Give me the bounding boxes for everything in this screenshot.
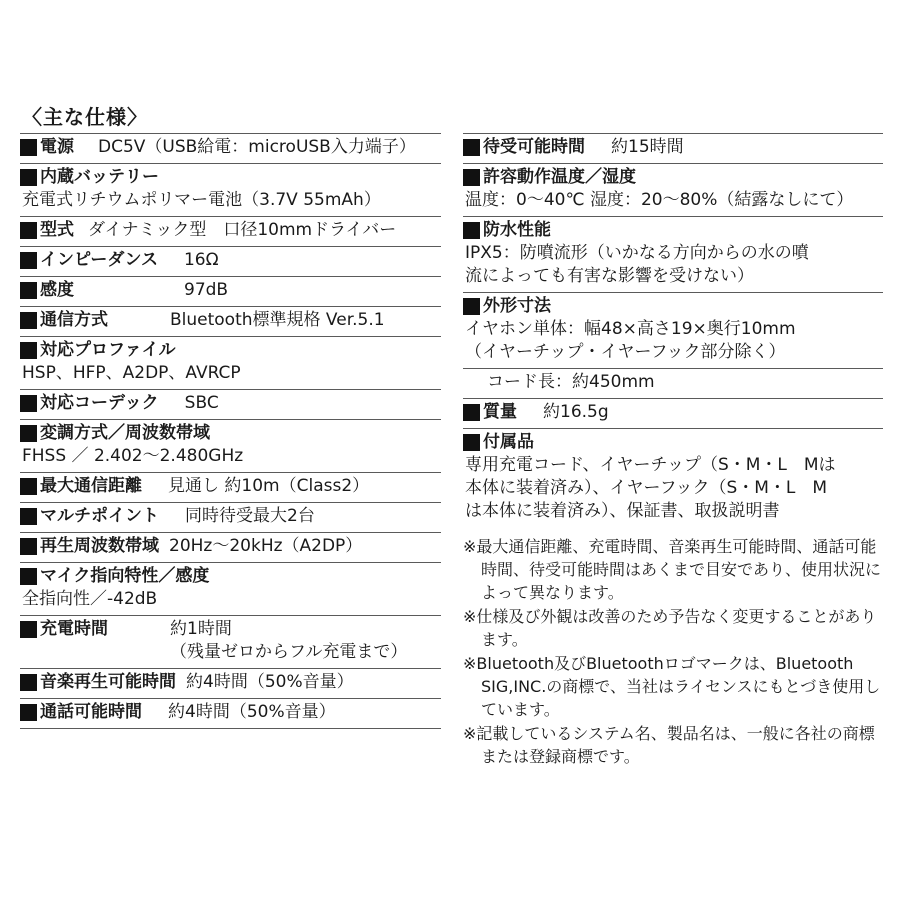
spec-row-header [463,295,883,318]
footnotes [463,535,883,768]
footnote: ※最大通信距離、充電時間、音楽再生可能時間、通話可能時間、待受可能時間はあくまで目安であり、使用状況によって異なります。 [463,537,882,602]
spec-row-header [20,279,441,302]
spec-row-header [463,401,883,424]
square-bullet-icon [20,478,37,495]
spec-value: Bluetooth標準規格 Ver.5.1 [170,310,385,330]
footnote: ※記載しているシステム名、製品名は、一般に各社の商標または登録商標です。 [463,724,875,766]
square-bullet-icon [463,404,480,421]
spec-detail: 専用充電コード、イヤーチップ（S・M・L Mは [465,455,836,475]
spec-detail: 流によっても有害な影響を受けない） [465,266,754,286]
square-bullet-icon [20,282,37,299]
spec-row [20,247,441,277]
square-bullet-icon [20,621,37,638]
spec-row [20,337,441,390]
spec-value: 16Ω [183,250,219,270]
spec-row [20,420,441,473]
spec-row [463,164,883,217]
spec-row [20,217,441,247]
spec-value: DC5V（USB給電：microUSB入力端子） [98,137,416,157]
spec-value: 見通し 約10m（Class2） [168,476,370,496]
spec-row-header [20,339,441,362]
spec-row-header [20,505,441,528]
spec-row-header [20,565,441,588]
spec-detail: （残量ゼロからフル充電まで） [170,642,408,662]
spec-label: 最大通信距離 [40,476,142,496]
square-bullet-icon [20,222,37,239]
spec-value: 約15時間 [611,137,684,157]
spec-row [20,277,441,307]
square-bullet-icon [20,704,37,721]
spec-row [463,133,883,164]
spec-row [463,293,883,369]
spec-row-header [20,671,441,694]
spec-row-header [20,535,441,558]
spec-row-header [20,219,441,242]
spec-row [463,217,883,293]
square-bullet-icon [20,252,37,269]
square-bullet-icon [20,425,37,442]
spec-subrow [463,369,883,399]
spec-value: 約1時間 [170,619,232,639]
spec-label: 充電時間 [40,619,108,639]
square-bullet-icon [20,312,37,329]
spec-label: 電源 [40,137,74,157]
square-bullet-icon [20,342,37,359]
spec-label: 変調方式／周波数帯域 [40,423,210,443]
spec-row-header [20,249,441,272]
square-bullet-icon [20,395,37,412]
spec-label: 許容動作温度／湿度 [483,167,636,187]
spec-detail: 充電式リチウムポリマー電池（3.7V 55mAh） [22,190,381,210]
spec-column-left [20,133,441,729]
square-bullet-icon [463,169,480,186]
spec-label: 待受可能時間 [483,137,585,157]
spec-column-right [463,133,883,769]
spec-row-header [20,392,441,415]
spec-label: マルチポイント [40,506,159,526]
spec-value: 同時待受最大2台 [185,506,315,526]
spec-row [20,390,441,420]
spec-detail: イヤホン単体：幅48×高さ19×奥行10mm [465,319,796,339]
spec-row [20,503,441,533]
spec-row [20,563,441,616]
spec-row [463,429,883,527]
spec-row [20,669,441,699]
spec-label: 防水性能 [483,220,551,240]
spec-detail: （イヤーチップ・イヤーフック部分除く） [465,342,786,362]
square-bullet-icon [20,169,37,186]
spec-row-header [20,136,441,159]
spec-label: 対応プロファイル [40,340,176,360]
spec-row [20,533,441,563]
spec-row-header [463,136,883,159]
square-bullet-icon [463,139,480,156]
square-bullet-icon [463,434,480,451]
spec-row-header [20,166,441,189]
square-bullet-icon [20,538,37,555]
spec-label: 質量 [483,402,517,422]
spec-label: インピーダンス [40,250,158,270]
spec-detail: FHSS ／ 2.402〜2.480GHz [22,446,244,466]
square-bullet-icon [20,139,37,156]
spec-label: 内蔵バッテリー [40,167,159,187]
spec-label: 感度 [40,280,74,300]
footnote: ※Bluetooth及びBluetoothロゴマークは、Bluetooth SIG,INC.の商標で、当社はライセンスにもとづき使用しています。 [463,654,881,719]
spec-row-header [20,422,441,445]
spec-detail: IPX5：防噴流形（いかなる方向からの水の噴 [465,243,809,263]
square-bullet-icon [20,674,37,691]
spec-row-header [20,701,441,724]
spec-row-header [20,475,441,498]
spec-label: 音楽再生可能時間 [40,672,176,692]
spec-value: SBC [184,393,219,413]
spec-label: マイク指向特性／感度 [40,566,210,586]
spec-row-header [20,618,441,641]
spec-row-header [463,431,883,454]
spec-detail: 本体に装着済み）、イヤーフック（S・M・L M [465,478,828,498]
spec-heading: 〈主な仕様〉 [22,105,148,129]
square-bullet-icon [463,222,480,239]
spec-value: 20Hz〜20kHz（A2DP） [169,536,363,556]
spec-row [20,473,441,503]
spec-detail: 温度：0〜40℃ 湿度：20〜80%（結露なしにて） [465,190,854,210]
spec-row-header [463,219,883,242]
footnote: ※仕様及び外観は改善のため予告なく変更することがあります。 [463,607,877,649]
square-bullet-icon [20,568,37,585]
spec-label: 通信方式 [40,310,108,330]
spec-value: 約4時間（50%音量） [186,672,354,692]
spec-label: 再生周波数帯域 [40,536,159,556]
square-bullet-icon [20,508,37,525]
spec-value: ダイナミック型 口径10mmドライバー [88,220,397,240]
spec-label: 通話可能時間 [40,702,142,722]
spec-label: 型式 [40,220,74,240]
spec-row [20,699,441,729]
spec-label: 対応コーデック [40,393,159,413]
spec-label: 外形寸法 [483,296,551,316]
spec-detail: コード長：約450mm [487,372,655,392]
spec-label: 付属品 [483,432,534,452]
spec-value: 97dB [184,280,229,300]
spec-row-header [20,309,441,332]
spec-value: 約4時間（50%音量） [168,702,336,722]
spec-detail: は本体に装着済み）、保証書、取扱説明書 [465,501,780,521]
square-bullet-icon [463,298,480,315]
spec-detail: HSP、HFP、A2DP、AVRCP [22,363,241,383]
spec-detail: 全指向性／-42dB [22,589,158,609]
spec-row [20,164,441,217]
spec-row [463,399,883,429]
spec-row [20,616,441,669]
spec-row [20,307,441,337]
spec-row-header [463,166,883,189]
spec-value: 約16.5g [543,402,609,422]
spec-row [20,133,441,164]
